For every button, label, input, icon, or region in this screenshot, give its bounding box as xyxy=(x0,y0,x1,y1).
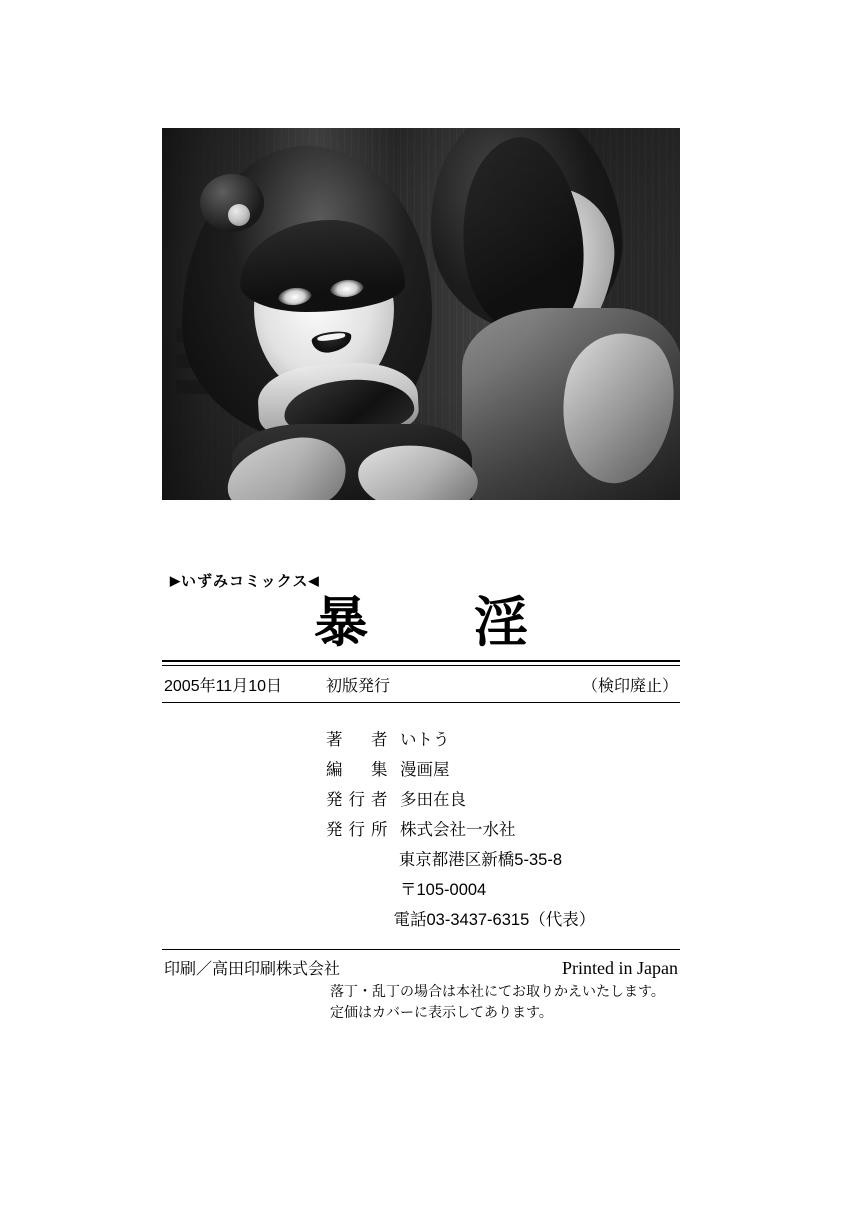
publication-date: 2005年11月10日 xyxy=(164,677,283,695)
footer-note-line: 落丁・乱丁の場合は本社にてお取りかえいたします。 xyxy=(330,982,665,999)
publication-row xyxy=(162,666,680,702)
series-label-line xyxy=(162,570,680,591)
credit-publisher-person xyxy=(326,785,562,815)
credit-value: 電話03-3437-6315（代表） xyxy=(393,910,596,929)
credit-value: 〒105-0004 xyxy=(400,880,487,899)
illustration-vignette xyxy=(162,128,680,500)
credit-value: いトう xyxy=(400,730,450,749)
seal-note: （検印廃止） xyxy=(581,677,678,695)
credit-label: 編 集 xyxy=(326,760,394,779)
credits-block xyxy=(162,703,680,949)
credit-value: 株式会社一水社 xyxy=(400,820,516,839)
triangle-right-icon: ◀ xyxy=(308,573,320,588)
credit-label: 発行者 xyxy=(326,790,394,809)
edition-label: 初版発行 xyxy=(326,677,391,695)
credit-value: 漫画屋 xyxy=(400,760,450,779)
book-title: 暴 淫 xyxy=(314,591,554,654)
colophon-block xyxy=(162,570,680,1023)
printed-in-japan: Printed in Japan xyxy=(562,957,678,978)
footer-note-line: 定価はカバーに表示してあります。 xyxy=(330,1003,553,1020)
credit-label: 著 者 xyxy=(326,730,394,749)
triangle-left-icon: ▶ xyxy=(170,573,181,588)
series-label: いずみコミックス xyxy=(181,573,309,590)
credit-editor xyxy=(326,755,562,785)
credit-phone xyxy=(326,905,596,935)
footer-notes xyxy=(162,979,680,1023)
credit-value: 多田在良 xyxy=(400,790,466,809)
credit-label: 発行所 xyxy=(326,820,394,839)
cover-illustration xyxy=(162,128,680,500)
credit-postal-code xyxy=(326,875,562,905)
printer-name: 印刷／高田印刷株式会社 xyxy=(164,960,341,978)
credit-publisher-company xyxy=(326,815,562,845)
credit-author xyxy=(326,725,562,755)
credit-value: 東京都港区新橋5-35-8 xyxy=(398,850,562,869)
credit-address xyxy=(326,845,562,875)
printer-row xyxy=(162,950,680,979)
